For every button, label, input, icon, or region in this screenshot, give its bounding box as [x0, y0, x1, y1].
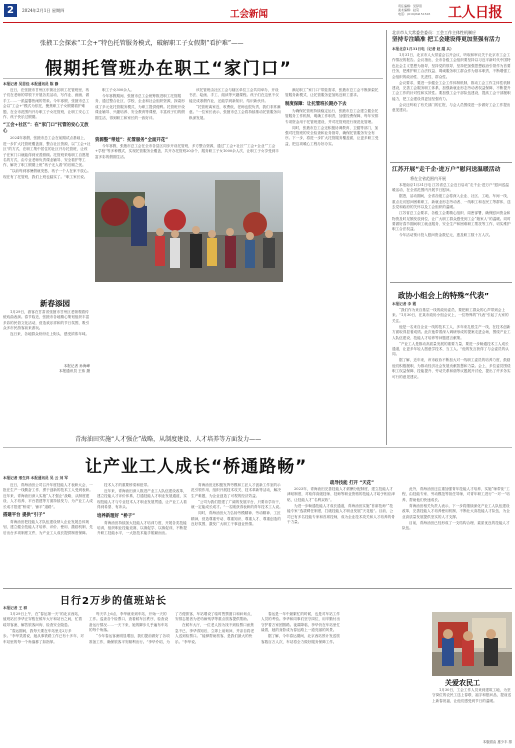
photo-scene-2 — [432, 612, 512, 676]
lower-kicker: 青海油田实施“人才强企”战略，从制度建设、人才培养等方面发力—— — [75, 436, 262, 443]
lead-subhead-1: “工会+社区”：在“家门口”托管的安心又放心 — [3, 123, 89, 135]
masthead-logo: 工人日报 — [448, 5, 502, 21]
right-mid-subhead: 将在全省范围内开展 — [410, 176, 446, 181]
bottom-divider — [3, 588, 512, 589]
right-top-body: 1月31日，北京市人大常委会召开会议，听取和审议关于北京市工会工作情况的报告。会议指出，全市各级工会组织要坚持以习近平新时代中国特色社会主义思想为指导，坚持党的领导，坚持把加强思想政治引领作为首要任务，把维护职工合法权益、竭诚服务职工群众作为基本职责，不断增强工会组织的政治性、先进性、群众性。 会议要求，要进一步健全工会工作体制机制，推动工会工作主体性机制建设，完善工会服务职工体系，加强新就业形态劳动者权益保障，不断提升工会工作的针对性和实效性。要加强工会干部队伍建设，提高工会干部履职能力，把工会建设得更加坚强有力。 会议还听取了有关部门的汇报，与会人员围绕进一步做好工会工作提出意见建议。 — [392, 53, 511, 113]
lead-column-2: 职工子女300余人。 今年寒假期间，张掖市总工会统筹推进职工托管服务，通过整合社区、学校、企业和社会组织资源，探索形成了多元化托管服务模式，为职工提供便利。托管班开设课业辅导、兴趣培养、安全教育等课程，丰富孩子们的假期生活，得到职工和家长的一致好评。 — [95, 88, 185, 120]
lower-subhead-2: 疏导技能 打开 “天花” — [330, 481, 374, 486]
lead-photo-caption: 新春添园 — [40, 299, 70, 308]
page-number-badge — [4, 4, 17, 17]
lower-column-1: 近日，青海油田公司召开年度技能人才表彰大会，一批在生产一线勤奋工作、勇于创新的技术工人受到表彰。近年来，青海油田深入实施“人才强企”战略，从制度建设、人才培养、平台搭建等方面持续发力，为产业工人成长成才搭建“桥梁”、铺平“道路”。 搭建平台 提供“引子” 青海油田把技能人才队伍建设纳入企业发展总体规划，建立健全技能人才培养、评价、使用、激励机制，先后出台多项制度文件，为产业工人成长提供制度保障。 — [3, 483, 93, 535]
lead-column-1: 近日，在张掖市甘州区东街社区职工托管班里，孩子们在老师的带领下开展各类活动，写作业、画画、做手工……一派温馨热闹的景象。今年寒假，张掖市总工会以“工会+”模式为依托，聚焦职工子女假期看护难题，在全市范围内开办职工子女托管班，让职工安心工作、孩子快乐过假期。 “工会+社区”：在“家门口”托管的安心又放心 2024年寒假，张掖市总工会在前期试点基础上，进一步扩大托管班覆盖面，整合社区资源，以“工会+社区”的方式，在职工集中居住的社区开办托管班，让孩子在家门口就能得到妥善照顾。托管班采取职工自愿报名的方式，由专业老师负责课业辅导、安全看护等工作，解决了职工假期上班“孩子无人看”的后顾之忧。 “以前每到寒暑假就发愁，孩子一个人在家不放心。现在有了托管班，我们上班也踏实了。”职工家长说。 — [3, 88, 91, 179]
lead-column-3: 该托管班由社区工会与辖区单位工会共同举办，开设书法、绘画、手工、阅读等兴趣课程。孩子们在这里不仅能完成寒假作业，还能学到新知识、结识新伙伴。 “托管班离家近，收费低，老师也很负责，我们非常满意。”一位家长表示，张掖市总工会将持续推动托管服务向纵深发展。 — [189, 88, 281, 120]
bottom-body: 1月29日上午，在“春运第一天”的北京西站，值班站长李华正穿梭在候车大厅和站台之间，忙着疏导客流、解答旅客问询、检查安全隐患。 “春运期间，我每天要在车站里走2万多步。”李华笑着说，她从事铁路工作已有十多年，对车站里的每一个角落都了如指掌。 每天早上6点，李华就来到车站，开始一天的工作。巡查各个检票口，查看候车区秩序，检查设备运行情况……一天下来，她的脚步几乎遍布车站的每个角落。 “今年春运客流明显增加，我们提前做好了各项准备工作，确保旅客平安顺利出行。”李华介绍，为了方便旅客，车站增设了临时售票窗口和问询点，安排志愿者为老幼病残孕等重点旅客提供帮助。 在候车大厅，一位老人因为找不到检票口而焦急不已，李华得知后，立即上前询问，并亲自将老人送到检票口。“能够帮助旅客，是我们最大的快乐。”李华说。 春运是一年中最繁忙的时候，也是对车站工作人员的考验。李华和同事们坚守岗位，用辛勤付出守护着万家团圆路。夜幕降临，李华仍在车站里忙碌着，她的身影成为春运路上一道亮丽的风景。 据了解，今年春运期间，北京西站预计发送旅客数百万人次，车站将全力做好服务保障工作。 — [3, 612, 341, 644]
lead-column-2b: 今年寒假，张掖市总工会在全市各县区同步开设托管班，多方整合资源，通过“工会+社区”“工会+企业”“工会+学校”等多种模式，实现托管服务全覆盖，共开办托管班20余个，服务职工子女1000余人次，让职工子女享受到丰富多彩的假期生活。 — [95, 144, 279, 159]
bottom-headline: 日行2万步的值班站长 — [60, 596, 167, 607]
photo-credit-2: 本报通讯员 王伟 摄 — [58, 369, 90, 373]
date-line: 2024年2月1日 星期四 — [22, 8, 65, 13]
lower-rule — [3, 447, 512, 448]
lower-subhead-3: 培养新理好 “桥子” — [97, 513, 136, 519]
bottom-byline: 本报记者 王 群 — [3, 606, 28, 610]
lower-subhead-1: 搭建平台 提供“引子” — [3, 513, 46, 519]
lower-column-3: 青海油田还积极发挥劳模和工匠人才创新工作室的示范引领作用，组织开展技术攻关、技术革新等活动，解决生产难题，为企业创造了可观的经济效益。 “公司为我们搭建了广阔的发展平台，只要肯学肯干，就一定能成长成才。”一名刚获得表彰的青年技术工人说。 同时，青海油田大力弘扬劳模精神、劳动精神、工匠精神，营造尊重劳动、尊重知识、尊重人才、尊重创造的良好氛围，激发广大职工干事创业热情。 — [191, 483, 283, 527]
photo-scene — [95, 172, 283, 282]
lower-column-2: 技术人才的重要桥梁和纽带。 近年来，青海油田深入推进产业工人队伍建设改革，建立技能人才评价体系，打通技能人才职业发展通道，实现技能人才与专业技术人才职业发展贯通，让产业工人看得到希望、有奔头。 培养新理好 “桥子” 青海油田持续加大技能人才培训力度，开展各类技能培训，组织职业技能竞赛，以赛促学、以赛促训，不断提升职工技能水平，一大批技术能手脱颖而出。 — [97, 483, 187, 536]
masthead-info-line: 责任编辑：吴铎思 — [398, 4, 423, 8]
lower-headline: 让产业工人成长“桥通路畅” — [85, 457, 308, 477]
section-title: 工会新闻 — [230, 9, 269, 20]
bottom-photo-caption: 关爱农民工 — [445, 679, 480, 687]
right-divider-1 — [390, 162, 512, 163]
right-mid-body: 本报南京1月31日电 江苏省总工会近日启动“走千企·进万户”慰问送温暖活动，在全省范围内开展节日慰问。 据悉，活动期间，全省各级工会将深入企业、社区、工地、车间一线，重点走访慰问困难职工、新就业形态劳动者、一线职工和农民工等群体，送去党和政府的关怀以及工会组织的温暖。 江苏省总工会要求，各级工会要精心组织、周密部署，确保慰问资金和物资及时足额发放到位，让广大职工群众感受到工会“娘家人”的温暖。同时要做好春节期间职工就业服务、安全生产和困难职工帮扶等工作，切实维护职工合法权益。 今年活动预计投入慰问资金数亿元，惠及职工数十万人次。 — [392, 183, 511, 238]
photo-credit-1: 本报记者 孙海峰 — [63, 364, 90, 368]
masthead-info — [398, 4, 442, 16]
column-divider — [386, 30, 387, 445]
bottom-photo — [432, 612, 512, 676]
right-mid-headline: 江苏开展“走千企·进万户”慰问送温暖活动 — [392, 167, 501, 173]
masthead-info-line: 美术编辑：赵景 — [398, 8, 420, 12]
right-low-body: “我们作为来自基层一线的政协委员，要把职工群众的心声带到会上来。”1月30日，在某市政协小组会议上，一位特殊的“代表”引起了大家的关注。 他是一名来自企业一线的技术工人，多年来扎根生产一线，在技术创新方面取得显著成绩。此次他带着深入调研形成的提案走进会场，围绕产业工人队伍建设、技能人才培养等问题建言献策。 “产业工人是推动高质量发展的重要力量，要进一步畅通技术工人成长通道，让更多年轻人愿意学技术、当工人。”他的发言获得了与会委员的认同。 据了解，近年来，该市政协不断加大对一线职工委员的培养力度，鼓励他们积极履职，为推动经济社会发展贡献智慧和力量。会上，多位委员围绕职工权益保障、技能提升、劳动关系和谐等议题展开讨论，提出了许多务实可行的意见建议。 — [392, 308, 511, 379]
right-top-kicker: 北京市人大常委会委员：工会工作主体性机制应 — [392, 30, 476, 35]
right-low-headline: 政协小组会上的特殊“代表” — [398, 291, 490, 300]
header-rule — [3, 22, 512, 23]
page-header — [0, 0, 515, 26]
lead-subhead-2: 资源整“带娃”：托管服务“全面开花” — [95, 138, 169, 143]
footer-note: 本版面由 惠少丰 排 — [482, 740, 512, 744]
lower-column-4: 2023年，青海油田完善技能人才薪酬分配制度，建立技能人才津贴制度，对取得高级技师、技师等职业资格的技能人才给予相应津贴，让技能人才“名利双收”。 为进一步畅通技能人才成长通道，青海油田实施“首席技师”“技能专家”选拔聘任制度，打破技能人才职业发展“天花板”。目前，公司已有多名技能专家和首席技师，成为企业技术攻关和人才培养的骨干力量。 此外，青海油田还注重加强青年技能人才培养，实施“师带徒”工程，由技能专家、劳动模范等担任导师，对青年职工进行“一对一”培养，帮助他们快速成长。 青海油田相关负责人表示，下一步将继续深化产业工人队伍建设改革，完善技能人才培养使用机制，不断壮大高技能人才队伍，为企业高质量发展提供坚实的人才支撑。 目前，青海油田已经形成了一支结构合理、素质优良的技能人才队伍。 — [287, 487, 510, 531]
lead-kicker: 张掖工会探索“工会+”特色托管服务模式，破解职工子女假期“看护难”—— — [40, 40, 244, 47]
lead-photo-text: 1月29日，游客在甘肃省张掖市甘州区老街观看传统戏曲表演。春节临近，张掖市各地精心策划组织丰富多彩的民俗文化活动，营造欢乐祥和的节日氛围，吸引众多市民游客前来游玩。 连日来，各地群众纷纷走上街头，感受浓浓年味。 — [3, 310, 90, 337]
lower-byline: 本报记者 邢生祥 本报通讯员 吴 云 刘 军 — [3, 476, 69, 480]
bottom-photo-text: 1月30日，工会工作人员来到建筑工地，为坚守岗位的农民工送上春联、福字和慰问品，提前送上新春祝福，让他们感受到节日的温暖。 — [432, 688, 512, 703]
page-number: 2 — [7, 5, 14, 16]
lead-column-4: 满足职工“家门口”带娃需求，张掖市总工会不断探索托管服务新模式，让托管服务更加贴近职工需求。 制度保障：让托管班长期办下去 为确保托管班持续稳定运行，张掖市总工会建立健全托管服务工作机制，明确工作职责，加强经费保障，每年安排专项资金用于托管班建设，并对托管班进行规范化管理。 同时，张掖市总工会还积极协调教育、卫健等部门，加强对托管班的安全检查和业务指导，确保托管服务安全有序。下一步，将进一步扩大托管服务覆盖面，让更多职工受益，把这项暖心工程办好办实。 — [285, 88, 381, 213]
right-low-byline: 本报记者 李 霞 — [392, 302, 417, 306]
masthead-info-line: 电话：(010)84151616 — [398, 12, 431, 16]
lead-photo — [95, 172, 283, 282]
lead-rule — [3, 78, 383, 79]
right-top-headline: 坚持专注瞄准 把工会建设得更加坚强有活力 — [392, 37, 501, 43]
right-top-byline: 本报北京1月31日电（记者 赵 越 兵） — [392, 47, 454, 51]
lead-subhead-3: 制度保障：让托管班长期办下去 — [285, 101, 347, 107]
lead-headline: 假期托管班办在职工“家门口” — [45, 59, 293, 79]
lead-byline: 本报记者 吴思佳 本报通讯员 陈 静 — [3, 82, 59, 86]
right-divider-2 — [390, 282, 512, 283]
